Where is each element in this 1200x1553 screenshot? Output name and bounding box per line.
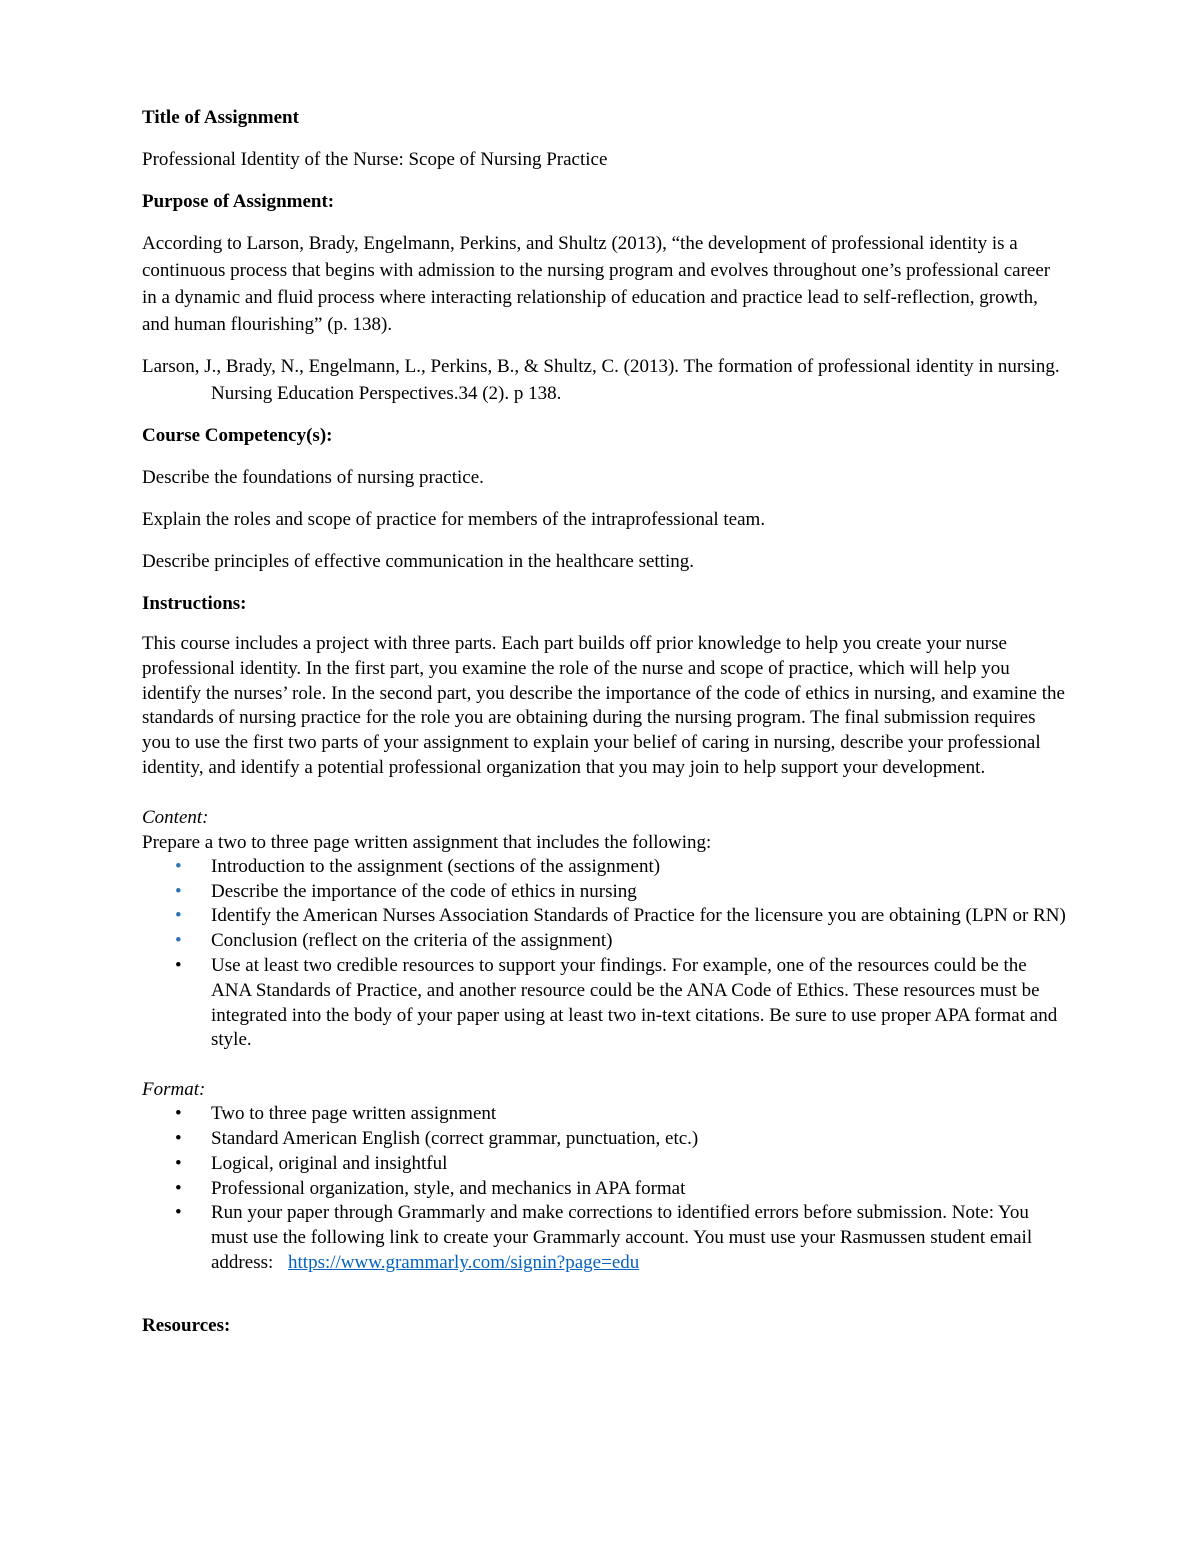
bullet-icon: • — [175, 930, 182, 952]
bullet-icon: • — [175, 1202, 182, 1224]
bullet-icon: • — [175, 1127, 182, 1149]
list-item-text: Describe the importance of the code of ethics in nursing — [211, 880, 637, 902]
list-item-text: Two to three page written assignment — [211, 1103, 497, 1125]
list-item-text: Standard American English (correct grammar, punctuation, etc.) — [211, 1127, 699, 1149]
instructions-text: This course includes a project with three parts. Each part builds off prior knowledge to help you create your nurse professional identity. In the first part, you examine the role of the nurse and scope of practice, which will help you identify the nurses’ role. In the second part, you describe the importance of the code of ethics in nursing, and examine the standards of nursing practice for the role you are obtaining during the nursing program. The final submission requires you to use the first two parts of your assignment to explain your belief of caring in nursing, describe your professional identity, and identify a potential professional organization that you may join to help support your development. — [142, 633, 1065, 778]
citation: Larson, J., Brady, N., Engelmann, L., Perkins, B., & Shultz, C. (2013). The formation of professional identity in nursing. Nursing Education Perspectives.34 (2). p 138. — [142, 356, 1060, 404]
content-intro: Prepare a two to three page written assignment that includes the following: — [142, 831, 712, 853]
content-list — [142, 855, 1067, 1053]
list-item-text: Introduction to the assignment (sections of the assignment) — [211, 855, 661, 877]
list-item — [142, 1127, 1067, 1152]
instructions-heading: Instructions: — [142, 593, 247, 614]
bullet-icon: • — [175, 855, 182, 877]
bullet-icon: • — [175, 905, 182, 927]
competency-item: Explain the roles and scope of practice for members of the intraprofessional team. — [142, 509, 766, 530]
competency-heading: Course Competency(s): — [142, 425, 333, 446]
list-item-text: Conclusion (reflect on the criteria of the assignment) — [211, 930, 613, 952]
content-label: Content: — [142, 806, 209, 828]
assignment-title: Professional Identity of the Nurse: Scope of Nursing Practice — [142, 149, 608, 170]
list-item-text: Run your paper through Grammarly and make corrections to identified errors before submission. Note: You must use the following link to create your Grammarly account. You must use your Rasmussen student email address: — [211, 1202, 1033, 1273]
list-item — [142, 929, 1067, 954]
list-item-text: Logical, original and insightful — [211, 1152, 448, 1174]
list-item-text: Identify the American Nurses Association Standards of Practice for the licensure you are obtaining (LPN or RN) — [211, 905, 1066, 927]
title-heading: Title of Assignment — [142, 107, 299, 128]
bullet-icon: • — [175, 1177, 182, 1199]
format-list — [142, 1102, 1067, 1276]
list-item — [142, 1201, 1067, 1275]
competency-item: Describe the foundations of nursing practice. — [142, 467, 484, 488]
resources-heading: Resources: — [142, 1314, 231, 1336]
list-item — [142, 904, 1067, 929]
list-item-text: Professional organization, style, and mechanics in APA format — [211, 1177, 686, 1199]
list-item — [142, 1152, 1067, 1177]
bullet-icon: • — [175, 880, 182, 902]
list-item — [142, 1177, 1067, 1202]
grammarly-link[interactable]: https://www.grammarly.com/signin?page=edu — [288, 1251, 640, 1273]
bullet-icon: • — [175, 954, 182, 976]
list-item — [142, 954, 1067, 1053]
list-item — [142, 880, 1067, 905]
format-label: Format: — [142, 1079, 206, 1101]
list-item — [142, 1102, 1067, 1127]
bullet-icon: • — [175, 1103, 182, 1125]
bullet-icon: • — [175, 1152, 182, 1174]
list-item — [142, 855, 1067, 880]
purpose-heading: Purpose of Assignment: — [142, 191, 335, 212]
list-item-text: Use at least two credible resources to support your findings. For example, one of the resources could be the ANA Standards of Practice, and another resource could be the ANA Code of Ethics. These resources must be integrated into the body of your paper using at least two in-text citations. Be sure to use proper APA format and style. — [211, 954, 1058, 1051]
document-page — [142, 104, 1067, 1354]
purpose-text: According to Larson, Brady, Engelmann, Perkins, and Shultz (2013), “the development of professional identity is a continuous process that begins with admission to the nursing program and evolves throughout one’s professional career in a dynamic and fluid process where interacting relationship of education and practice lead to self-reflection, growth, and human flourishing” (p. 138). — [142, 233, 1051, 335]
competency-item: Describe principles of effective communication in the healthcare setting. — [142, 551, 695, 572]
